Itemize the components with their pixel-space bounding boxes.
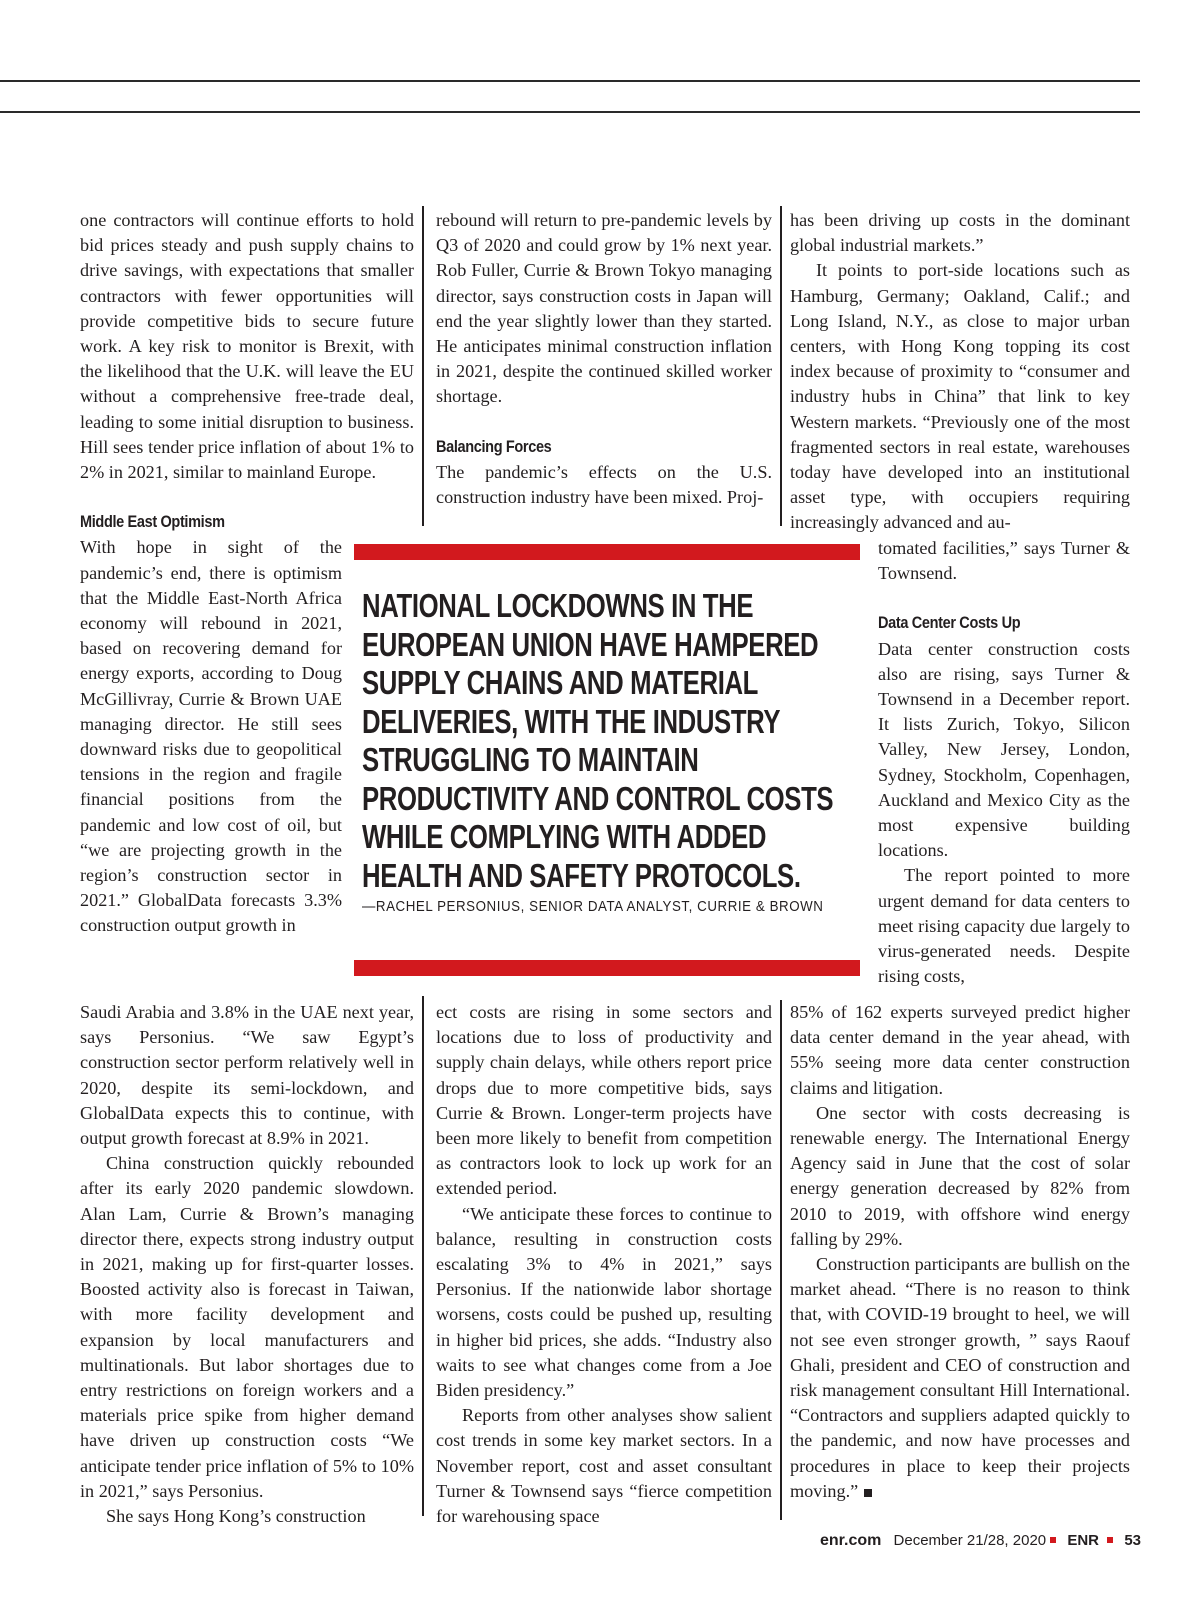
column-divider: [780, 206, 782, 526]
header-rule-bottom: [0, 111, 1140, 113]
footer-date: December 21/28, 2020: [893, 1532, 1047, 1549]
column-divider: [422, 996, 424, 1516]
closing-text: Construction participants are bullish on the market ahead. “There is no reason to think that, with COVID-19 brought to heel, we will not see even stronger growth, ” says Raouf Ghali, president and CEO of construction and risk management consultant Hill International. “Contractors and suppliers adapted quickly to the pandemic, and now have processes and procedures in place to keep their projects moving.”: [790, 1254, 1130, 1501]
paragraph: has been driving up costs in the dominant global industrial markets.”: [790, 210, 1130, 256]
end-mark-icon: [864, 1489, 872, 1497]
paragraph: China construction quickly rebounded after its early 2020 pandemic slowdown. Alan Lam, Currie & Brown’s managing director there, expects strong industry output in 2021, making up for first-quarter losses. Boosted activity also is forecast in Taiwan, with more facility development and expansion by local manufacturers and multinationals. But labor shortages due to entry restrictions on foreign workers and a materials price spike from higher demand have driven up construction costs “We anticipate tender price inflation of 5% to 10% in 2021,” says Personius.: [80, 1153, 414, 1501]
column-divider: [780, 1000, 782, 1520]
paragraph: rebound will return to pre-pandemic levels by Q3 of 2020 and could grow by 1% next year. Rob Fuller, Currie & Brown Tokyo managing director, says construction costs in Japan will end the year slightly lower than they started. He anticipates minimal construction inflation in 2021, despite the continued skilled worker shortage.: [436, 210, 772, 407]
paragraph: one contractors will continue efforts to hold bid prices steady and push supply chains to drive savings, with expectations that smaller contractors with fewer opportunities will provide competitive bids to secure future work. A key risk to monitor is Brexit, with the likelihood that the U.K. will leave the EU without a comprehensive free-trade deal, leading to some initial disruption to business. Hill sees tender price inflation of about 1% to 2% in 2021, similar to mainland Europe.: [80, 210, 414, 483]
subheading-balancing-forces: Balancing Forces: [436, 437, 552, 456]
subheading-middle-east-optimism: Middle East Optimism: [80, 513, 225, 532]
column-1-bottom: [80, 1000, 414, 1529]
paragraph: 85% of 162 experts surveyed predict higher data center demand in the year ahead, with 55% seeing more data center construction claims and litigation.: [790, 1002, 1130, 1098]
red-square-icon: [1107, 1537, 1113, 1543]
pullquote-text: NATIONAL LOCKDOWNS IN THE EUROPEAN UNION HAVE HAMPERED SUPPLY CHAINS AND MATERIAL DELIVERIES, WITH THE INDUSTRY STRUGGLING TO MAINTAIN PRODUCTIVITY AND CONTROL COSTS WHILE COMPLYING WITH ADDED HEALTH AND SAFETY PROTOCOLS.: [362, 587, 834, 894]
column-3-top: [790, 208, 1130, 536]
page-footer: [820, 1532, 1141, 1550]
column-2-bottom: [436, 1000, 772, 1529]
paragraph: It points to port-side locations such as Hamburg, Germany; Oakland, Calif.; and Long Island, N.Y., as close to major urban centers, with Hong Kong topping its cost index because of proximity to “consumer and industry hubs in China” that link to key Western markets. “Previously one of the most fragmented sectors in real estate, warehouses today have developed into an institutional asset type, with occupiers requiring increasingly advanced and au-: [790, 260, 1130, 533]
header-rule-top: [0, 80, 1140, 82]
paragraph: The pandemic’s effects on the U.S. construction industry have been mixed. Proj-: [436, 461, 772, 508]
paragraph: One sector with costs decreasing is renewable energy. The International Energy Agency said in June that the cost of solar energy generation decreased by 82% from 2010 to 2019, with offshore wind energy falling by 29%.: [790, 1102, 1130, 1249]
column-2-top: [436, 208, 772, 510]
pullquote-attribution: —RACHEL PERSONIUS, SENIOR DATA ANALYST, CURRIE & BROWN: [362, 899, 824, 915]
paragraph: Saudi Arabia and 3.8% in the UAE next year, says Personius. “We saw Egypt’s construction sector perform relatively well in 2020, despite its semi-lockdown, and GlobalData expects this to continue, with output growth forecast at 8.9% in 2021.: [80, 1002, 414, 1149]
pullquote-top-bar: [354, 544, 860, 560]
page-number: 53: [1124, 1532, 1142, 1549]
paragraph: Data center construction costs also are rising, says Turner & Townsend in a December report. It lists Zurich, Tokyo, Silicon Valley, New Jersey, London, Sydney, Stockholm, Copenhagen, Auckland and Mexico City as the most expensive building locations.: [878, 638, 1130, 861]
pullquote: [362, 587, 862, 915]
subheading-data-center-costs-up: Data Center Costs Up: [878, 614, 1021, 633]
column-divider: [422, 206, 424, 526]
paragraph: Reports from other analyses show salient cost trends in some key market sectors. In a November report, cost and asset consultant Turner & Townsend says “fierce competition for warehousing space: [436, 1405, 772, 1527]
column-3-bottom: [790, 1000, 1130, 1504]
paragraph: ect costs are rising in some sectors and locations due to loss of productivity and supply chain delays, while others report price drops due to more competitive bids, says Currie & Brown. Longer-term projects have been more likely to benefit from competition as contractors look to lock up work for an extended period.: [436, 1002, 772, 1199]
footer-site: enr.com: [820, 1532, 882, 1549]
red-square-icon: [1050, 1537, 1056, 1543]
paragraph: [790, 1252, 1130, 1504]
paragraph: “We anticipate these forces to continue to balance, resulting in construction costs escalating 3% to 4% in 2021,” says Personius. If the nationwide labor shortage worsens, costs could be pushed up, resulting in higher bid prices, she adds. “Industry also waits to see what changes come from a Joe Biden presidency.”: [436, 1203, 772, 1401]
paragraph: tomated facilities,” says Turner & Townsend.: [878, 538, 1130, 584]
paragraph: With hope in sight of the pandemic’s end, there is optimism that the Middle East-North Africa economy will rebound in 2021, based on recovering demand for energy exports, according to Doug McGillivray, Currie & Brown UAE managing director. He still sees downward risks due to geopolitical tensions in the region and fragile financial positions from the pandemic and low cost of oil, but “we are projecting growth in the region’s construction sector in 2021.” GlobalData forecasts 3.3% construction output growth in: [80, 537, 342, 936]
column-3-wrap: [878, 536, 1130, 989]
pullquote-bottom-bar: [354, 960, 860, 976]
paragraph: She says Hong Kong’s construction: [106, 1506, 366, 1527]
paragraph: The report pointed to more urgent demand for data centers to meet rising capacity due largely to virus-generated needs. Despite rising costs,: [878, 865, 1130, 987]
footer-brand: ENR: [1067, 1532, 1099, 1549]
